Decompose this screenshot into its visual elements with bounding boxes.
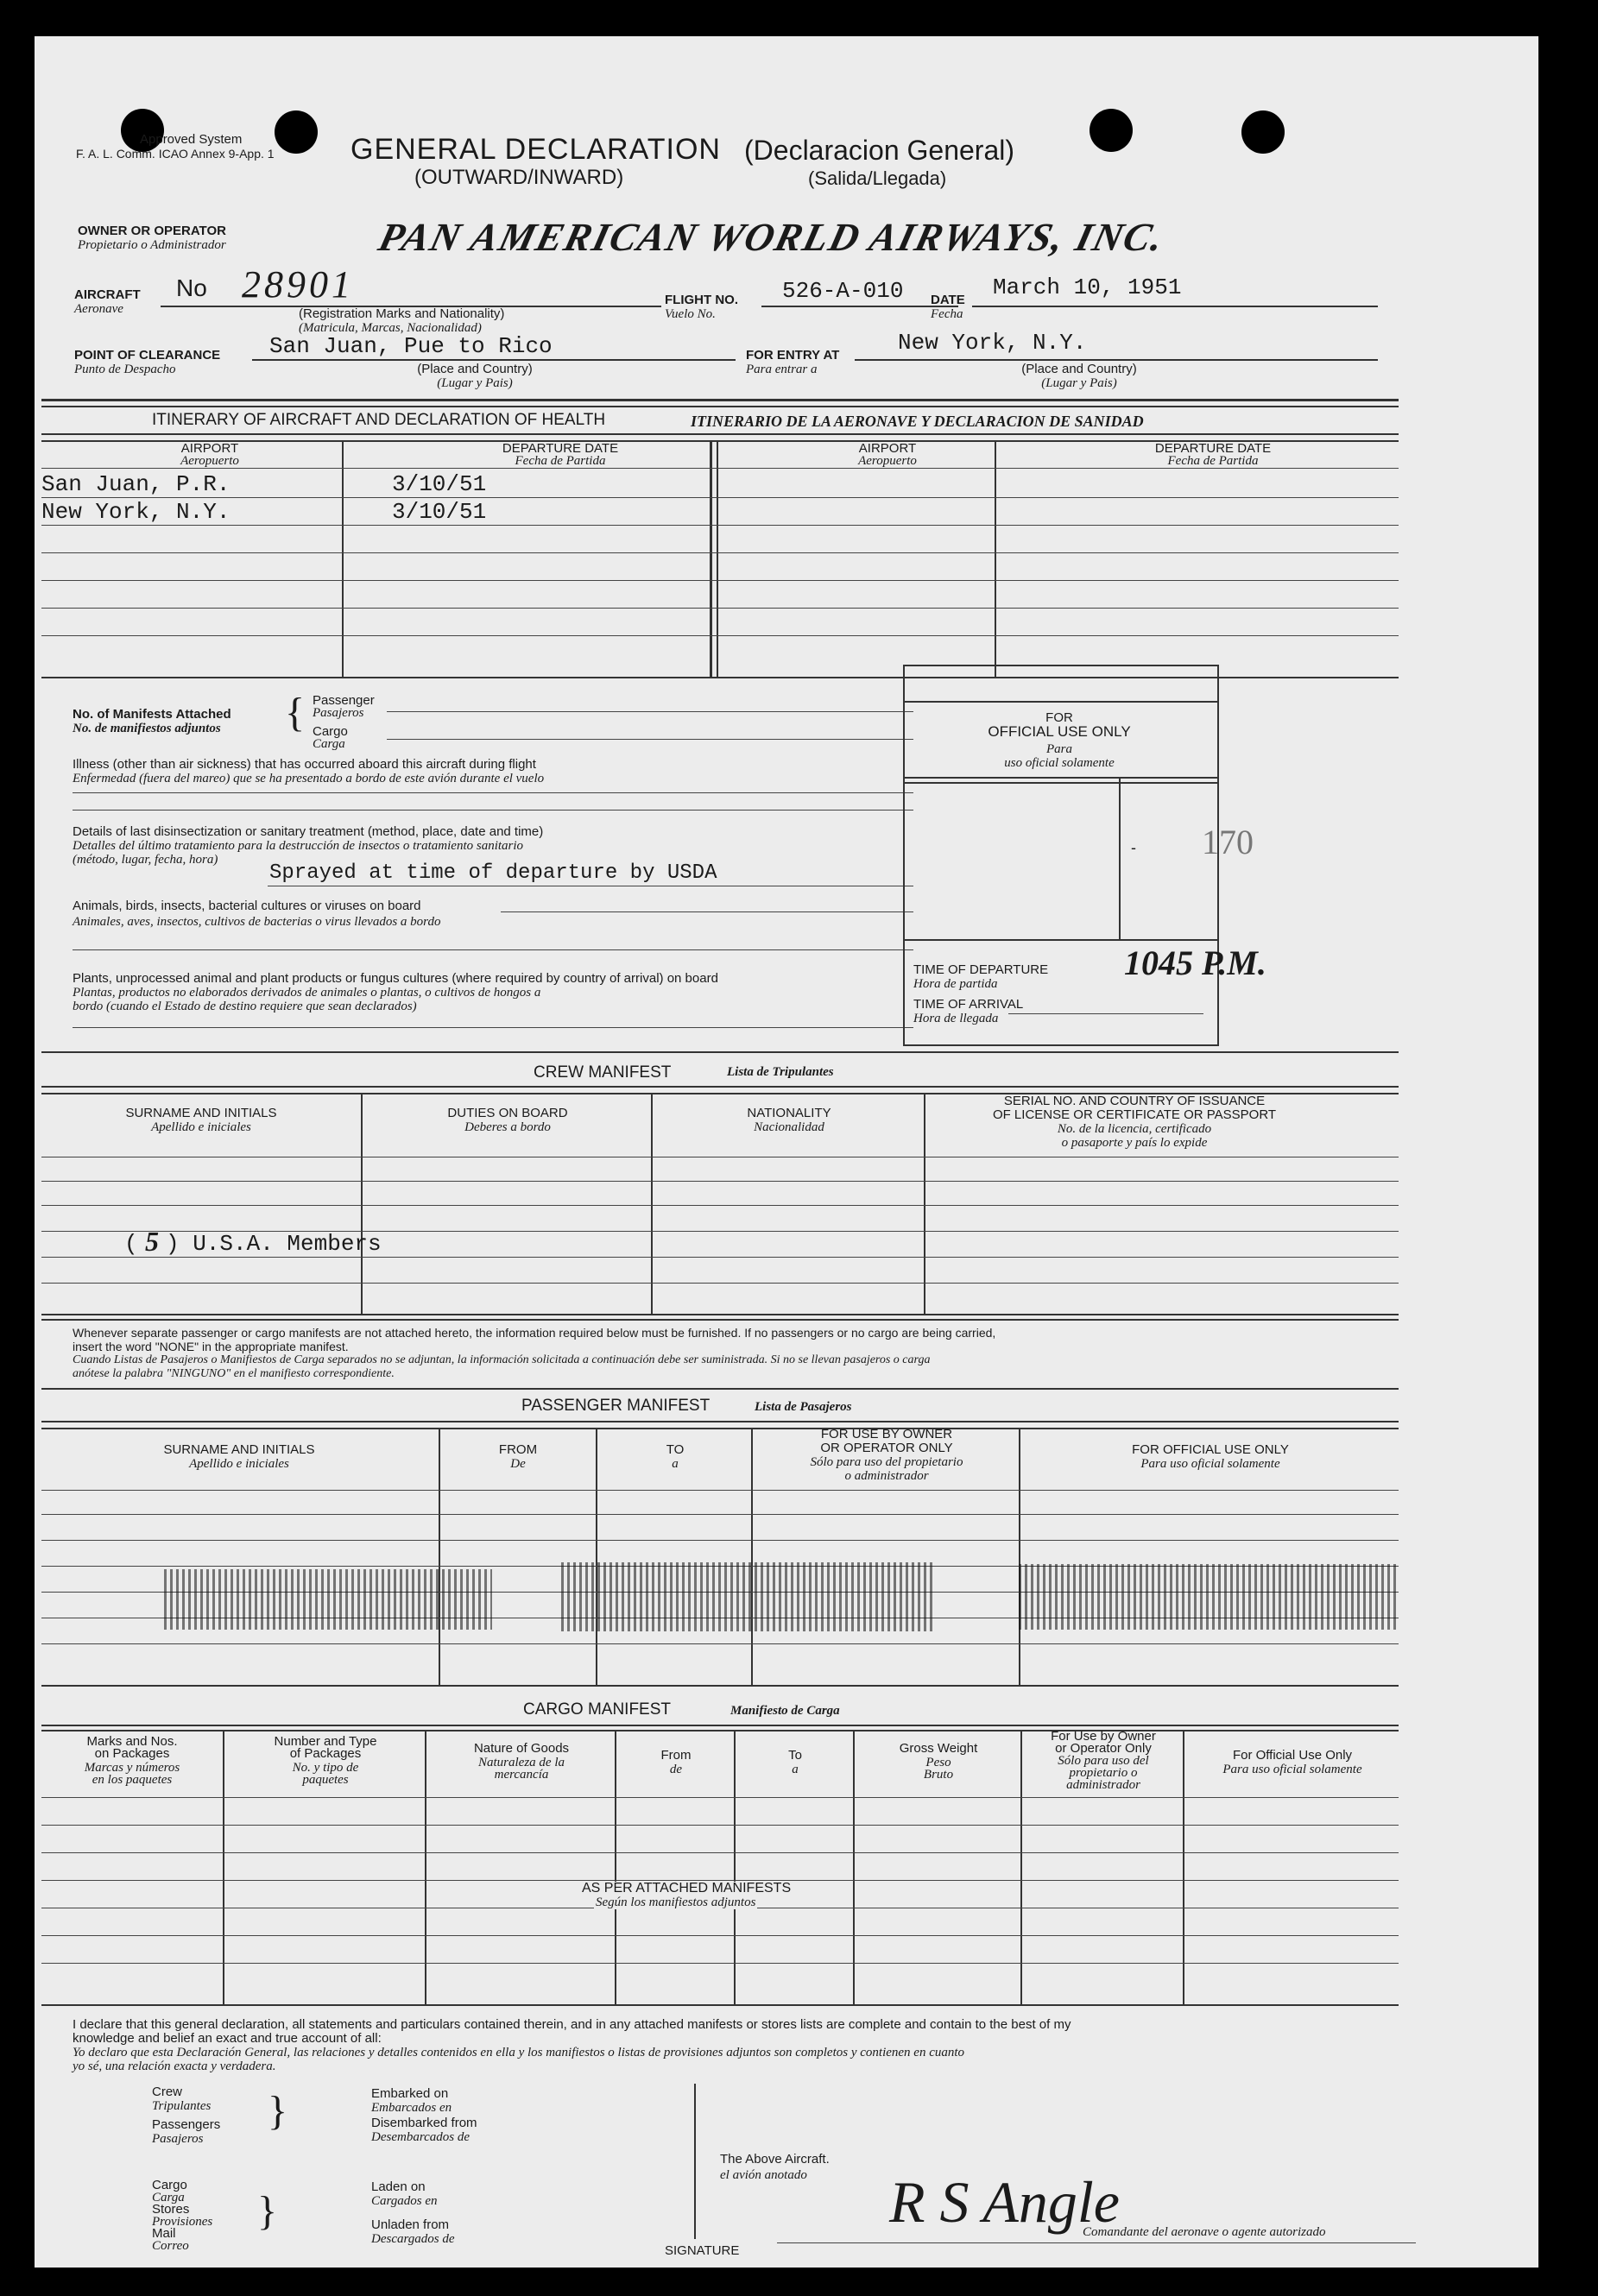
passenger-label-es: Pasajeros [313, 706, 364, 720]
decl-unladen: Unladen from [371, 2217, 450, 2232]
time-departure-label-es: Hora de partida [913, 977, 998, 991]
itinerary-col-departure-es: Fecha de Partida [515, 454, 606, 468]
official-label-es: uso oficial solamente [1004, 756, 1115, 770]
owner-label: OWNER OR OPERATOR [78, 224, 226, 238]
passenger-col-from: FROM [498, 1442, 538, 1457]
brace: } [257, 2188, 278, 2234]
flight-number: 526-A-010 [782, 278, 904, 304]
decl-passengers: Passengers [152, 2117, 221, 2132]
passenger-label: Passenger [313, 693, 375, 708]
cargo-col-number: Number and Type [274, 1734, 377, 1749]
cargo-title: CARGO MANIFEST [523, 1700, 672, 1719]
passenger-col-owner-es: Sólo para uso del propietario [810, 1455, 963, 1469]
passenger-col-owner: FOR USE BY OWNER [820, 1427, 953, 1441]
crew-entry-open: ( [124, 1231, 138, 1257]
decl-stores: Stores [152, 2202, 190, 2217]
above-aircraft: The Above Aircraft. [720, 2152, 830, 2167]
entry-note-es: (Lugar y Pais) [1041, 376, 1117, 390]
cargo-col-marks: Marks and Nos. [86, 1734, 178, 1749]
flight-label-es: Vuelo No. [665, 307, 716, 321]
crew-col-surname-es: Apellido e iniciales [151, 1120, 251, 1134]
crew-col-duties: DUTIES ON BOARD [447, 1106, 568, 1120]
cargo-col-number-2: of Packages [289, 1746, 362, 1761]
crew-entry-count: 5 [145, 1226, 159, 1257]
passenger-col-owner-es-2: o administrador [844, 1469, 929, 1483]
brace: { [285, 690, 306, 735]
time-arrival-label-es: Hora de llegada [913, 1012, 999, 1025]
passenger-col-from-es: De [510, 1457, 526, 1471]
declaration-es: Yo declaro que esta Declaración General, las relaciones y detalles contenidos en ella y los manifiestos o listas de provisiones adjuntos son completos y contienen en cuanto [73, 2046, 965, 2059]
decl-passengers-es: Pasajeros [152, 2132, 204, 2146]
time-departure-value: 1045 P.M. [1124, 943, 1266, 982]
passenger-col-surname: SURNAME AND INITIALS [163, 1442, 315, 1457]
declaration-en-2: knowledge and belief an exact and true account of all: [73, 2031, 382, 2046]
aircraft-number: 28901 [242, 263, 354, 306]
manifests-label: No. of Manifests Attached [73, 707, 231, 722]
decl-mail-es: Correo [152, 2239, 189, 2253]
notice-en: Whenever separate passenger or cargo manifests are not attached hereto, the information required below must be furnished. If no passengers or no cargo are being carried, [73, 1326, 996, 1340]
disinsect-label: Details of last disinsectization or sanitary treatment (method, place, date and time) [73, 824, 544, 839]
crew-col-duties-es: Deberes a bordo [464, 1120, 551, 1134]
cargo-col-official-es: Para uso oficial solamente [1222, 1763, 1362, 1776]
cargo-col-number-es: No. y tipo de [292, 1761, 359, 1775]
form-title-es: (Declaracion General) [744, 135, 1015, 166]
aircraft-label-es: Aeronave [74, 302, 123, 316]
cargo-col-nature-es-2: mercancía [494, 1768, 549, 1782]
crew-title-es: Lista de Tripulantes [727, 1065, 834, 1079]
cargo-col-marks-2: on Packages [94, 1746, 170, 1761]
cargo-col-owner-es: Sólo para uso del [1058, 1754, 1149, 1768]
time-arrival-label: TIME OF ARRIVAL [913, 997, 1024, 1012]
itinerary-col-airport: AIRPORT [180, 441, 239, 456]
entry-label: FOR ENTRY AT [746, 348, 840, 363]
passenger-title-es: Lista de Pasajeros [755, 1400, 852, 1414]
smudge [1019, 1564, 1399, 1630]
cargo-title-es: Manifiesto de Carga [730, 1704, 840, 1718]
animals-label-es: Animales, aves, insectos, cultivos de bacterias o virus llevados a bordo [73, 915, 441, 929]
smudge [561, 1562, 932, 1631]
commander-label: Comandante del aeronave o agente autorizado [1083, 2225, 1326, 2239]
decl-mail: Mail [152, 2226, 176, 2241]
itinerary-col-airport-2: AIRPORT [858, 441, 917, 456]
itinerary-row-date: 3/10/51 [392, 499, 487, 525]
form-title-sub: (OUTWARD/INWARD) [414, 166, 624, 189]
punch-hole [275, 110, 318, 154]
owner-label-es: Propietario o Administrador [78, 238, 226, 252]
decl-laden: Laden on [371, 2179, 426, 2194]
decl-embarked: Embarked on [371, 2086, 449, 2101]
passenger-col-official: FOR OFFICIAL USE ONLY [1132, 1442, 1289, 1457]
form-title-es-sub: (Salida/Llegada) [808, 167, 947, 189]
cargo-col-weight: Gross Weight [899, 1741, 978, 1756]
crew-col-license-2: OF LICENSE OR CERTIFICATE OR PASSPORT [992, 1107, 1277, 1122]
notice-es: Cuando Listas de Pasajeros o Manifiestos de Carga separados no se adjuntan, la información solicitada a continuación debe ser suministrada. Si no se llevan pasajeros o carga [73, 1353, 931, 1366]
cargo-col-to-es: a [792, 1763, 799, 1776]
time-departure-label: TIME OF DEPARTURE [913, 962, 1049, 977]
above-aircraft-es: el avión anotado [720, 2168, 807, 2182]
decl-disembarked: Disembarked from [371, 2116, 477, 2130]
date-label: DATE [931, 293, 965, 307]
flight-label: FLIGHT NO. [665, 293, 738, 307]
signature-label: SIGNATURE [665, 2243, 740, 2258]
disinsect-value: Sprayed at time of departure by USDA [269, 861, 717, 885]
crew-col-nationality: NATIONALITY [747, 1106, 831, 1120]
decl-embarked-es: Embarcados en [371, 2101, 452, 2115]
passenger-col-to-es: a [672, 1457, 679, 1471]
clearance-note: (Place and Country) [417, 362, 533, 376]
brace: } [268, 2088, 288, 2134]
clearance-value: San Juan, Pue to Rico [269, 333, 553, 359]
itinerary-title: ITINERARY OF AIRCRAFT AND DECLARATION OF HEALTH [152, 411, 606, 429]
crew-col-license: SERIAL NO. AND COUNTRY OF ISSUANCE [1003, 1094, 1266, 1108]
decl-cargo: Cargo [152, 2178, 187, 2192]
passenger-title: PASSENGER MANIFEST [521, 1397, 711, 1415]
cargo-col-from: From [660, 1748, 692, 1763]
fal-reference: F. A. L. Comm. ICAO Annex 9-App. 1 [76, 147, 275, 161]
itinerary-col-departure-2: DEPARTURE DATE [1154, 441, 1272, 456]
illness-label-es: Enfermedad (fuera del mareo) que se ha presentado a bordo de este avión durante el vuelo [73, 772, 545, 785]
official-label: OFFICIAL USE ONLY [988, 723, 1131, 740]
itinerary-col-airport-es: Aeropuerto [180, 454, 239, 468]
disinsect-label-es: Detalles del último tratamiento para la destrucción de insectos o tratamiento sanitario [73, 839, 524, 853]
decl-disembarked-es: Desembarcados de [371, 2130, 471, 2144]
decl-stores-es: Provisiones [152, 2215, 213, 2229]
declaration-en: I declare that this general declaration, all statements and particulars contained therein, and in any attached manifests or stores lists are complete and contain to the best of my [73, 2017, 1071, 2032]
punch-hole [1090, 109, 1133, 152]
cargo-col-weight-es-2: Bruto [923, 1768, 954, 1782]
cargo-col-weight-es: Peso [925, 1756, 951, 1769]
cargo-col-owner-es-3: administrador [1066, 1778, 1140, 1792]
decl-unladen-es: Descargados de [371, 2232, 455, 2246]
registration-note-es: (Matricula, Marcas, Nacionalidad) [299, 321, 482, 335]
crew-entry-text: ) U.S.A. Members [166, 1231, 382, 1257]
cargo-col-owner: For Use by Owner [1051, 1729, 1156, 1744]
crew-col-license-es-2: o pasaporte y país lo expide [1061, 1136, 1208, 1150]
crew-title: CREW MANIFEST [534, 1063, 672, 1082]
cargo-col-owner-es-2: propietario o [1069, 1766, 1138, 1780]
passenger-col-owner-2: OR OPERATOR ONLY [820, 1441, 953, 1455]
declaration-sheet [35, 36, 1538, 2268]
itinerary-row-airport: San Juan, P.R. [41, 471, 231, 497]
declaration-es-2: yo sé, una relación exacta y verdadera. [73, 2059, 276, 2073]
cargo-col-official: For Official Use Only [1232, 1748, 1353, 1763]
official-stamp: 170 [1202, 823, 1254, 861]
passenger-col-official-es: Para uso oficial solamente [1140, 1457, 1280, 1471]
crew-col-nationality-es: Nacionalidad [754, 1120, 824, 1134]
notice-en-2: insert the word "NONE" in the appropriate manifest. [73, 1340, 349, 1353]
plants-label-es-2: bordo (cuando el Estado de destino requiere que sean declarados) [73, 1000, 417, 1013]
cargo-attached-note-es: Según los manifiestos adjuntos [596, 1895, 756, 1909]
itinerary-col-airport-2-es: Aeropuerto [858, 454, 917, 468]
cargo-col-nature: Nature of Goods [473, 1741, 570, 1756]
passenger-col-to: TO [666, 1442, 685, 1457]
aircraft-prefix: No [176, 274, 207, 301]
plants-label: Plants, unprocessed animal and plant products or fungus cultures (where required by country of arrival) on board [73, 971, 718, 986]
notice-es-2: anótese la palabra "NINGUNO" en el manifiesto correspondiente. [73, 1367, 395, 1380]
cargo-col-nature-es: Naturaleza de la [478, 1756, 565, 1769]
owner-value: PAN AMERICAN WORLD AIRWAYS, INC. [374, 215, 1170, 259]
itinerary-row-airport: New York, N.Y. [41, 499, 231, 525]
official-para: Para [1046, 742, 1072, 756]
decl-cargo-es: Carga [152, 2191, 185, 2205]
cargo-col-from-es: de [669, 1763, 683, 1776]
registration-note: (Registration Marks and Nationality) [299, 306, 505, 321]
cargo-label: Cargo [313, 724, 348, 739]
itinerary-col-departure: DEPARTURE DATE [502, 441, 619, 456]
clearance-label-es: Punto de Despacho [74, 363, 176, 376]
crew-col-license-es: No. de la licencia, certificado [1057, 1122, 1212, 1136]
entry-value: New York, N.Y. [898, 330, 1087, 356]
aircraft-label: AIRCRAFT [74, 287, 141, 302]
crew-col-surname: SURNAME AND INITIALS [125, 1106, 277, 1120]
cargo-col-owner-2: or Operator Only [1055, 1741, 1152, 1756]
cargo-col-marks-es: Marcas y números [84, 1761, 180, 1775]
signature: R S Angle [889, 2169, 1120, 2235]
cargo-col-marks-es-2: en los paquetes [92, 1773, 173, 1787]
clearance-note-es: (Lugar y Pais) [437, 376, 513, 390]
entry-label-es: Para entrar a [746, 363, 818, 376]
plants-label-es: Plantas, productos no elaborados derivados de animales o plantas, o cultivos de hongos a [73, 986, 541, 1000]
passenger-col-surname-es: Apellido e iniciales [189, 1457, 289, 1471]
decl-crew-es: Tripulantes [152, 2099, 212, 2113]
punch-hole [1241, 110, 1285, 154]
cargo-col-number-es-2: paquetes [302, 1773, 349, 1787]
entry-note: (Place and Country) [1021, 362, 1137, 376]
cargo-col-to: To [788, 1748, 802, 1763]
itinerary-title-es: ITINERARIO DE LA AERONAVE Y DECLARACION DE SANIDAD [691, 413, 1144, 430]
decl-crew: Crew [152, 2085, 183, 2099]
approved-system-text: Approved System [140, 132, 243, 147]
cargo-attached-note: AS PER ATTACHED MANIFESTS [582, 1881, 792, 1895]
manifests-label-es: No. de manifiestos adjuntos [73, 722, 221, 735]
animals-label: Animals, birds, insects, bacterial cultures or viruses on board [73, 899, 421, 913]
official-for: FOR [1045, 710, 1073, 725]
cargo-label-es: Carga [313, 737, 345, 751]
itinerary-row-date: 3/10/51 [392, 471, 487, 497]
disinsect-label-es-2: (método, lugar, fecha, hora) [73, 853, 218, 867]
date-value: March 10, 1951 [993, 274, 1182, 300]
dot-mark: - [1131, 839, 1136, 856]
smudge [164, 1569, 492, 1630]
form-title: GENERAL DECLARATION [351, 133, 721, 166]
date-label-es: Fecha [931, 307, 963, 321]
itinerary-col-departure-2-es: Fecha de Partida [1167, 454, 1259, 468]
clearance-label: POINT OF CLEARANCE [74, 348, 221, 363]
decl-laden-es: Cargados en [371, 2194, 438, 2208]
illness-label: Illness (other than air sickness) that has occurred aboard this aircraft during flight [73, 757, 536, 772]
